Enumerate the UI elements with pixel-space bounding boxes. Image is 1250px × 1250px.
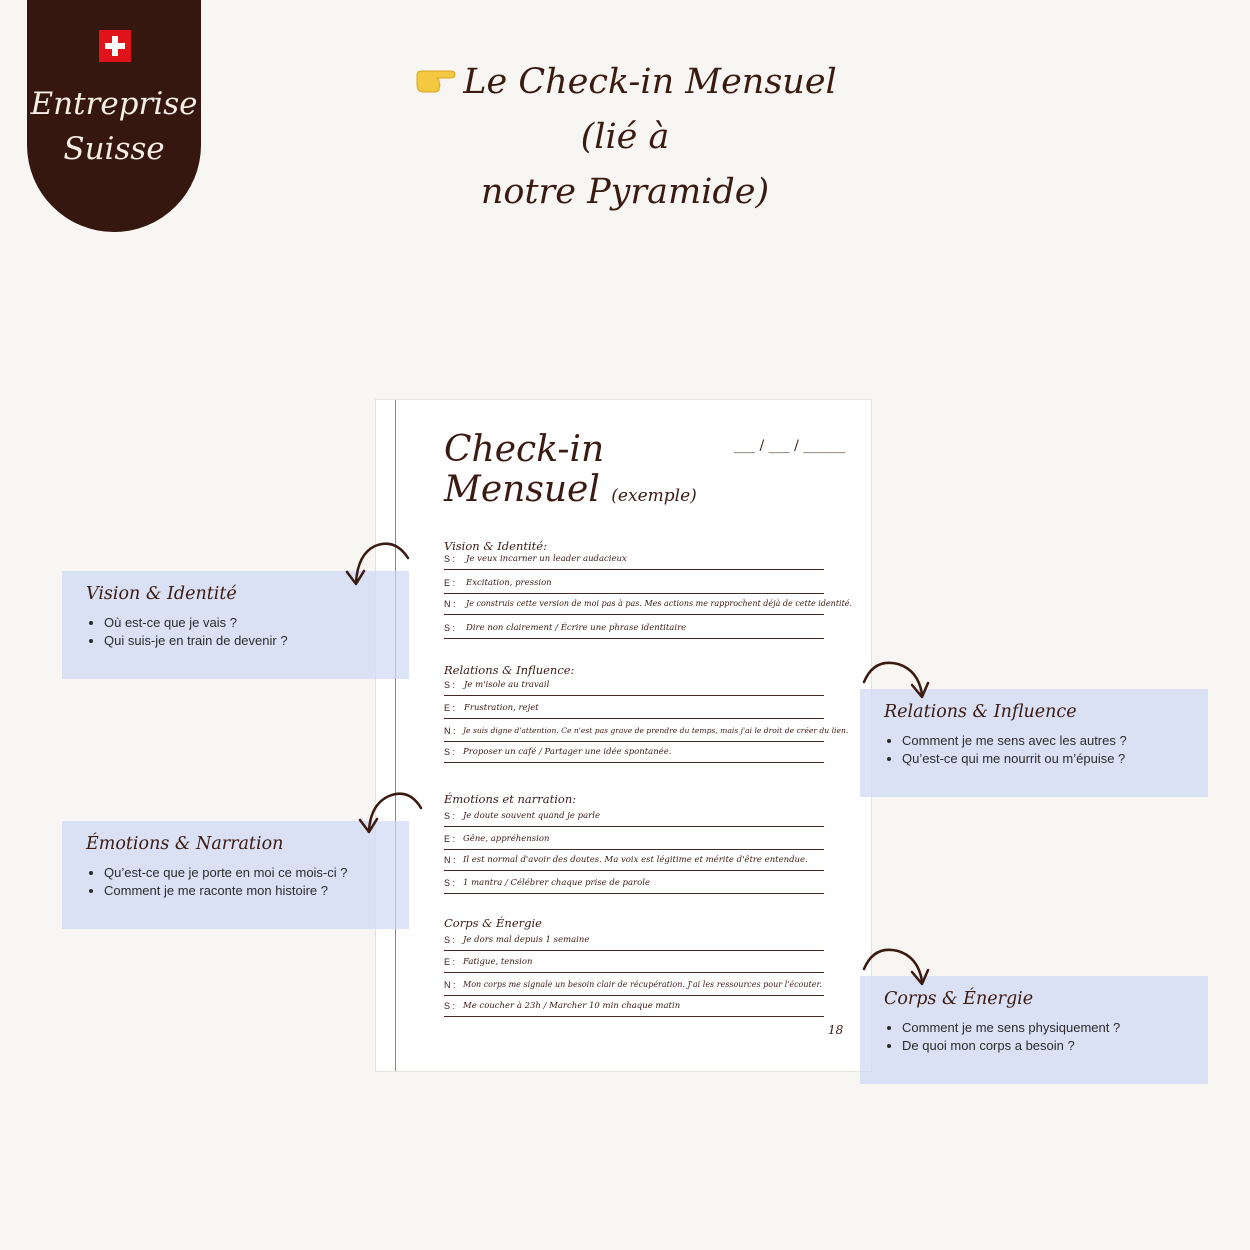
- row-value: Excitation, pression: [466, 578, 552, 588]
- document-title: [444, 430, 704, 516]
- row-underline: [444, 870, 824, 871]
- row-underline: [444, 569, 824, 570]
- form-row: [444, 957, 824, 977]
- curved-arrow-icon: [860, 943, 932, 989]
- form-row: [444, 935, 824, 955]
- section-heading: Émotions et narration:: [444, 792, 577, 806]
- form-row: [444, 703, 824, 723]
- row-underline: [444, 849, 824, 850]
- row-underline: [444, 826, 824, 827]
- badge-line-1: Entreprise: [30, 86, 198, 122]
- form-row: [444, 578, 824, 598]
- callout-corps: [860, 976, 1208, 1084]
- date-field: ___ / ___ / ______: [734, 438, 846, 454]
- form-row: [444, 726, 849, 746]
- document-title-suffix: (exemple): [611, 486, 697, 506]
- row-value: Je doute souvent quand je parle: [463, 811, 600, 821]
- page-title-line-2: notre Pyramide): [480, 172, 770, 212]
- row-value: Dire non clairement / Écrire une phrase identitaire: [466, 623, 687, 633]
- callout-list: [884, 1019, 1208, 1055]
- form-row: [444, 623, 824, 643]
- form-row: [444, 855, 824, 875]
- form-row: [444, 834, 824, 854]
- row-label: N :: [444, 980, 456, 990]
- row-value: Je veux incarner un leader audacieux: [466, 554, 627, 564]
- callout-item: • Où est-ce que je vais ?: [104, 614, 409, 632]
- row-underline: [444, 741, 824, 742]
- row-value: Je construis cette version de moi pas à pas. Mes actions me rapprochent déjà de cette identité.: [466, 599, 853, 608]
- form-row: [444, 1001, 824, 1021]
- row-label: S :: [444, 878, 456, 888]
- row-underline: [444, 638, 824, 639]
- section-heading: Relations & Influence:: [444, 663, 575, 677]
- row-value: Je m'isole au travail: [464, 680, 550, 690]
- row-label: N :: [444, 599, 456, 609]
- row-label: E :: [444, 957, 456, 967]
- row-value: Fatigue, tension: [463, 957, 533, 967]
- row-label: E :: [444, 578, 456, 588]
- row-value: Je dors mal depuis 1 semaine: [463, 935, 590, 945]
- callout-title: Vision & Identité: [86, 584, 237, 604]
- row-label: S :: [444, 680, 456, 690]
- row-underline: [444, 614, 824, 615]
- callout-title: Corps & Énergie: [884, 989, 1034, 1009]
- document-title-line-2: Mensuel: [444, 469, 600, 510]
- row-underline: [444, 893, 824, 894]
- row-label: E :: [444, 703, 456, 713]
- callout-item: • Comment je me sens avec les autres ?: [902, 732, 1208, 750]
- badge-line-2: Suisse: [63, 131, 165, 167]
- row-label: E :: [444, 834, 456, 844]
- callout-title: Émotions & Narration: [86, 834, 284, 854]
- page-title-line-1: Le Check-in Mensuel (lié à: [463, 62, 837, 157]
- row-underline: [444, 1016, 824, 1017]
- badge-text: [27, 82, 201, 172]
- form-row: [444, 599, 853, 619]
- form-row: [444, 980, 824, 1000]
- curved-arrow-icon: [355, 788, 425, 838]
- row-value: Mon corps me signale un besoin clair de récupération. J'ai les ressources pour l'écouter.: [463, 980, 822, 989]
- row-label: S :: [444, 554, 456, 564]
- callout-item: • Qu’est-ce que je porte en moi ce mois-ci ?: [104, 864, 409, 882]
- callout-item: • De quoi mon corps a besoin ?: [902, 1037, 1208, 1055]
- pointing-hand-icon: [413, 57, 457, 87]
- company-badge: [27, 0, 201, 232]
- row-value: Je suis digne d'attention. Ce n'est pas grave de prendre du temps, mais j'ai le droit de créer du lien.: [463, 726, 849, 735]
- page-number: 18: [828, 1023, 844, 1037]
- row-value: Gêne, appréhension: [463, 834, 550, 844]
- row-value: Frustration, rejet: [464, 703, 539, 713]
- row-underline: [444, 695, 824, 696]
- document-page: [375, 399, 872, 1072]
- callout-item: • Qui suis-je en train de devenir ?: [104, 632, 409, 650]
- row-label: S :: [444, 747, 456, 757]
- curved-arrow-icon: [860, 656, 932, 702]
- row-underline: [444, 972, 824, 973]
- row-value: Me coucher à 23h / Marcher 10 min chaque matin: [463, 1001, 681, 1011]
- row-label: S :: [444, 623, 456, 633]
- section-heading: Corps & Énergie: [444, 916, 542, 930]
- page-title: [380, 55, 870, 220]
- document-title-line-1: Check-in: [444, 429, 605, 470]
- callout-item: • Qu’est-ce qui me nourrit ou m’épuise ?: [902, 750, 1208, 768]
- row-underline: [444, 593, 824, 594]
- row-label: S :: [444, 811, 456, 821]
- row-label: N :: [444, 855, 456, 865]
- callout-list: [86, 864, 409, 900]
- callout-list: [86, 614, 409, 650]
- row-underline: [444, 718, 824, 719]
- row-value: Proposer un café / Partager une idée spontanée.: [463, 747, 672, 757]
- section-heading: Vision & Identité:: [444, 539, 547, 553]
- row-underline: [444, 950, 824, 951]
- row-value: 1 mantra / Célébrer chaque prise de parole: [463, 878, 650, 888]
- callout-title: Relations & Influence: [884, 702, 1077, 722]
- form-row: [444, 747, 824, 767]
- form-row: [444, 554, 824, 574]
- form-row: [444, 680, 824, 700]
- row-value: Il est normal d'avoir des doutes. Ma voix est légitime et mérite d'être entendue.: [463, 855, 808, 865]
- form-row: [444, 811, 824, 831]
- row-underline: [444, 762, 824, 763]
- row-label: S :: [444, 1001, 456, 1011]
- callout-item: • Comment je me raconte mon histoire ?: [104, 882, 409, 900]
- callout-item: • Comment je me sens physiquement ?: [902, 1019, 1208, 1037]
- curved-arrow-icon: [340, 538, 412, 590]
- form-row: [444, 878, 824, 898]
- page-binding-line: [395, 400, 396, 1071]
- swiss-flag-icon: [99, 30, 131, 62]
- row-label: S :: [444, 935, 456, 945]
- row-label: N :: [444, 726, 456, 736]
- callout-list: [884, 732, 1208, 768]
- row-underline: [444, 995, 824, 996]
- callout-relations: [860, 689, 1208, 797]
